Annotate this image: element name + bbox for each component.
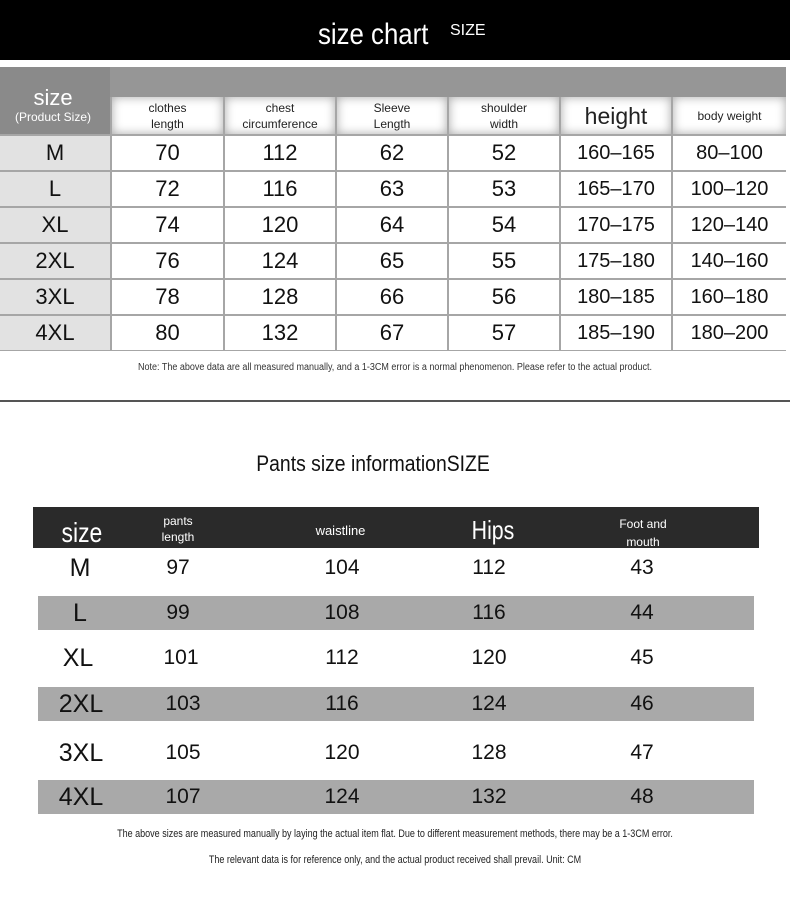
table-cell: 57 — [449, 316, 559, 350]
table-cell: 74 — [112, 208, 223, 242]
table-row — [38, 780, 754, 814]
header-line2: mouth — [626, 535, 660, 549]
header-line1: height — [584, 102, 648, 129]
table-cell: 105 — [165, 741, 201, 764]
table-cell: 165–170 — [561, 172, 671, 206]
header-clothes-length — [112, 97, 223, 134]
header-shoulder — [449, 97, 559, 134]
pants-waist-header: waistline — [315, 523, 366, 538]
header-line2: circumference — [242, 116, 318, 131]
size-header-label: size — [33, 85, 73, 110]
header-sleeve — [337, 97, 447, 134]
table-cell: 120 — [225, 208, 335, 242]
size-cell: L — [73, 599, 87, 627]
header-line2: length — [161, 530, 195, 544]
table-cell: 64 — [337, 208, 447, 242]
pants-length-header — [158, 513, 198, 545]
banner-tag: SIZE — [450, 22, 486, 39]
table-cell: 112 — [472, 556, 506, 579]
table-cell: 63 — [337, 172, 447, 206]
table-cell: 180–185 — [561, 280, 671, 314]
header-line2: length — [151, 116, 184, 131]
size-column-header — [0, 67, 110, 134]
pants-note-1: The above sizes are measured manually by laying the actual item flat. Due to different measurement methods, there may be a 1-3CM error. — [117, 828, 673, 840]
table-row — [38, 641, 754, 675]
table-cell: 124 — [471, 692, 507, 715]
table-cell: 116 — [225, 172, 335, 206]
header-line2: width — [489, 116, 518, 131]
table-cell: 120 — [471, 646, 507, 669]
size-cell: 4XL — [0, 316, 110, 350]
size-cell: XL — [0, 208, 110, 242]
table-row — [38, 551, 754, 585]
table-cell: 116 — [325, 692, 359, 715]
size-header-sub: (Product Size) — [14, 110, 92, 124]
table-cell: 53 — [449, 172, 559, 206]
table-cell: 48 — [630, 785, 654, 808]
pants-header-bar — [33, 507, 759, 548]
table-cell: 70 — [112, 136, 223, 170]
table-cell: 78 — [112, 280, 223, 314]
table-cell: 170–175 — [561, 208, 671, 242]
header-line1: chest — [265, 100, 295, 115]
header-line1: shoulder — [480, 100, 528, 115]
table-cell: 55 — [449, 244, 559, 278]
header-line1: body weight — [697, 108, 762, 123]
size-cell: 4XL — [58, 783, 104, 811]
table-cell: 124 — [324, 785, 360, 808]
table-cell: 124 — [225, 244, 335, 278]
table-cell: 76 — [112, 244, 223, 278]
header-line1: pants — [163, 514, 193, 528]
pants-size-header: size — [61, 517, 103, 548]
table-cell: 99 — [166, 601, 190, 624]
title-banner — [0, 0, 790, 60]
pants-title: Pants size informationSIZE — [256, 451, 490, 476]
section-divider — [0, 400, 790, 402]
table-cell: 112 — [225, 136, 335, 170]
table-cell: 54 — [449, 208, 559, 242]
table-cell: 116 — [472, 601, 506, 624]
pants-hips-header: Hips — [471, 515, 515, 545]
header-line1: Sleeve — [373, 100, 411, 115]
header-body-weight — [673, 97, 786, 134]
header-line1: Foot and — [619, 517, 667, 531]
table-cell: 67 — [337, 316, 447, 350]
table-cell: 107 — [165, 785, 201, 808]
table-cell: 132 — [225, 316, 335, 350]
table-cell: 101 — [163, 646, 199, 669]
table-cell: 46 — [630, 692, 654, 715]
header-line1: clothes — [148, 100, 187, 115]
shirt-size-table — [0, 67, 786, 351]
table-row — [38, 596, 754, 630]
header-line2: Length — [373, 116, 411, 131]
table-cell: 43 — [630, 556, 654, 579]
table-cell: 44 — [630, 601, 654, 624]
size-cell: 3XL — [58, 739, 104, 767]
table-row — [38, 736, 754, 770]
table-cell: 100–120 — [673, 172, 786, 206]
table-cell: 128 — [471, 741, 507, 764]
table-cell: 80 — [112, 316, 223, 350]
table-cell: 180–200 — [673, 316, 786, 350]
table-cell: 56 — [449, 280, 559, 314]
pants-foot-header — [613, 515, 673, 551]
table-cell: 132 — [471, 785, 507, 808]
size-cell: M — [69, 554, 91, 582]
table-row — [38, 687, 754, 721]
table-cell: 108 — [324, 601, 360, 624]
size-cell: 2XL — [58, 690, 104, 718]
table-cell: 140–160 — [673, 244, 786, 278]
table-cell: 120–140 — [673, 208, 786, 242]
pants-note-2: The relevant data is for reference only, and the actual product received shall prevail. Unit: CM — [208, 854, 582, 866]
table-cell: 175–180 — [561, 244, 671, 278]
table-cell: 47 — [630, 741, 654, 764]
table-cell: 112 — [325, 646, 359, 669]
table-cell: 72 — [112, 172, 223, 206]
table-cell: 65 — [337, 244, 447, 278]
table-cell: 97 — [166, 556, 190, 579]
size-cell: M — [0, 136, 110, 170]
shirt-note: Note: The above data are all measured manually, and a 1-3CM error is a normal phenomenon. Please refer to the actual product. — [138, 362, 652, 373]
banner-title: size chart — [318, 18, 429, 51]
table-cell: 66 — [337, 280, 447, 314]
header-bar — [110, 67, 786, 97]
size-cell: L — [0, 172, 110, 206]
table-cell: 103 — [165, 692, 201, 715]
size-cell: 2XL — [0, 244, 110, 278]
table-cell: 104 — [324, 556, 360, 579]
header-chest — [225, 97, 335, 134]
size-cell: 3XL — [0, 280, 110, 314]
table-cell: 120 — [324, 741, 360, 764]
table-cell: 128 — [225, 280, 335, 314]
table-cell: 160–165 — [561, 136, 671, 170]
table-cell: 45 — [630, 646, 654, 669]
size-cell: XL — [62, 644, 94, 672]
header-height — [561, 97, 671, 134]
table-cell: 80–100 — [673, 136, 786, 170]
table-cell: 160–180 — [673, 280, 786, 314]
table-cell: 62 — [337, 136, 447, 170]
table-cell: 185–190 — [561, 316, 671, 350]
table-cell: 52 — [449, 136, 559, 170]
